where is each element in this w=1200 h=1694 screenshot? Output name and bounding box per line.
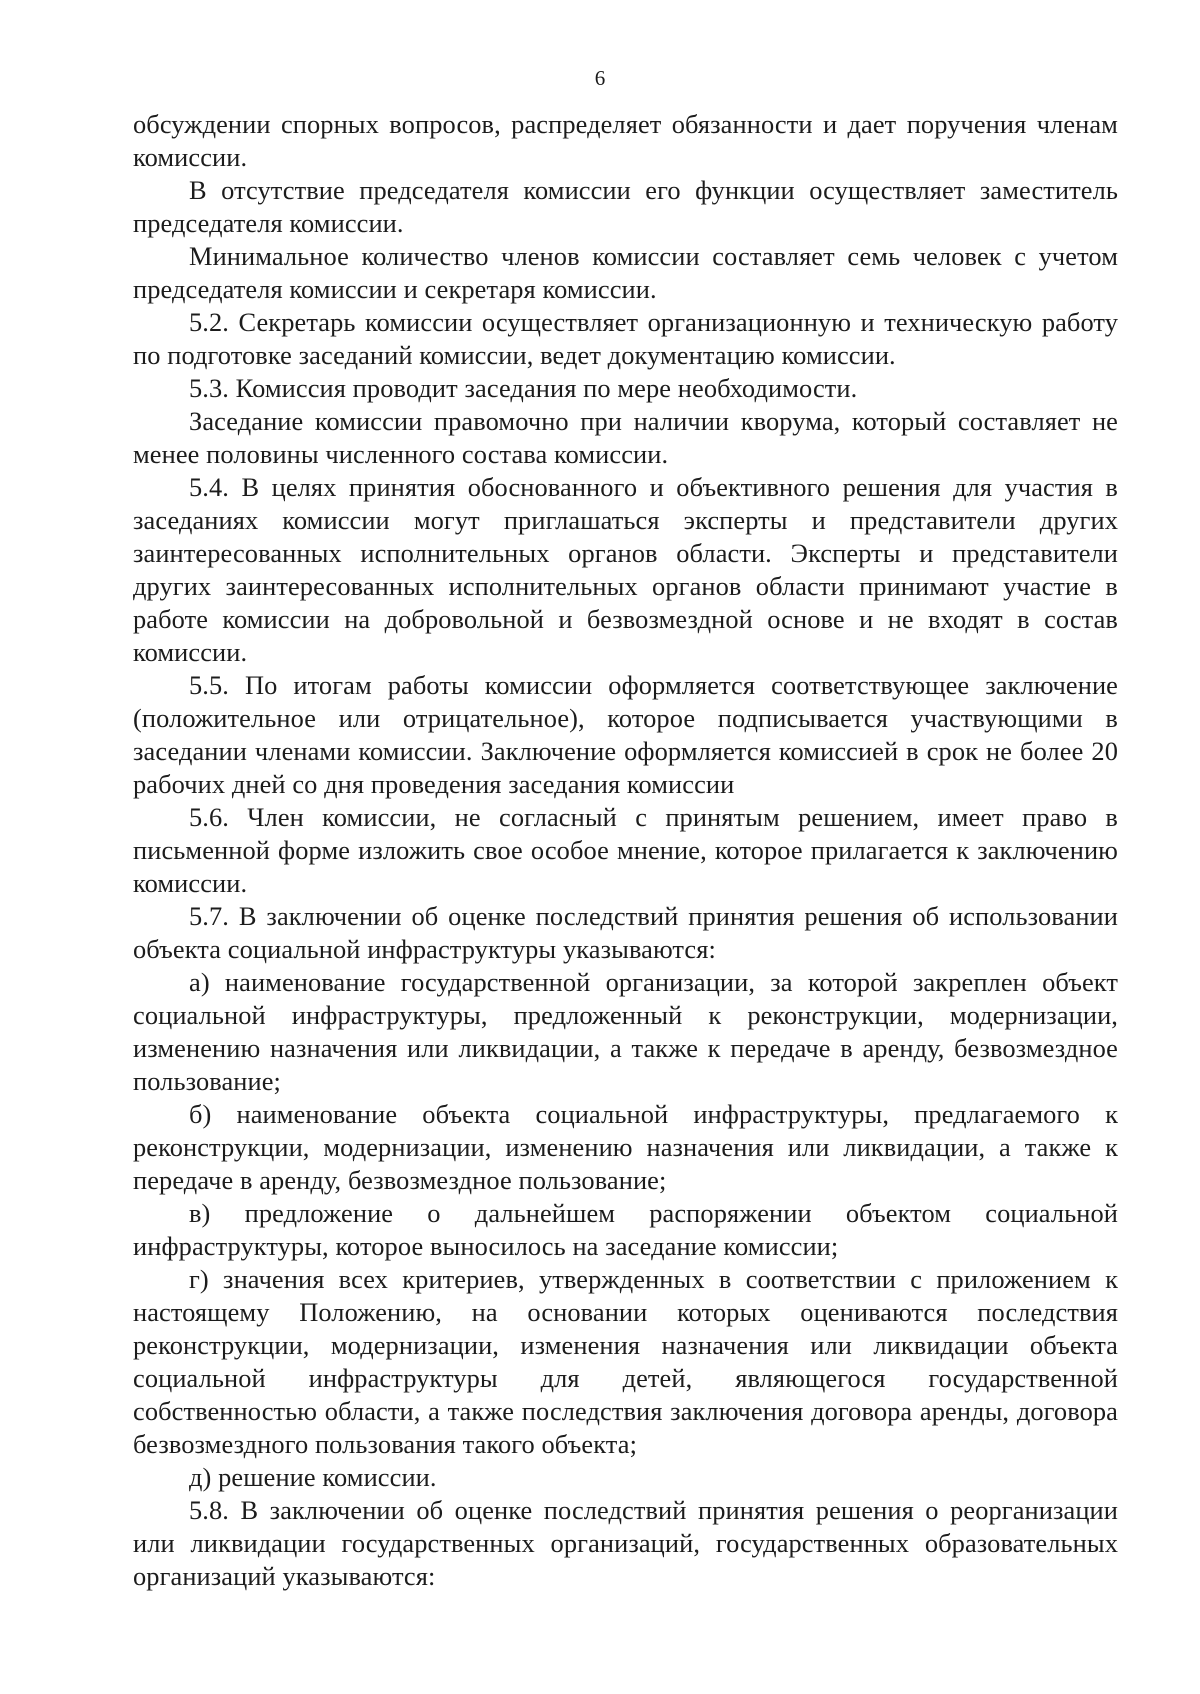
paragraph-5-5: 5.5. По итогам работы комиссии оформляется соответствующее заключение (положительное или отрицательное), которое подписывается участвующими в заседании членами комиссии. Заключение оформляется комиссией в срок не более 20 рабочих дней со дня проведения заседания комиссии: [133, 670, 1118, 799]
list-item-a: а) наименование государственной организации, за которой закреплен объект социальной инфраструктуры, предложенный к реконструкции, модернизации, изменению назначения или ликвидации, а также к передаче в аренду, безвозмездное пользование;: [133, 967, 1118, 1096]
list-item-g: г) значения всех критериев, утвержденных в соответствии с приложением к настоящему Положению, на основании которых оцениваются последствия реконструкции, модернизации, изменения назначения или ликвидации объекта социальной инфраструктуры для детей, являющегося государственной собственностью области, а также последствия заключения договора аренды, договора безвозмездного пользования такого объекта;: [133, 1264, 1118, 1459]
paragraph-quorum: Заседание комиссии правомочно при наличии кворума, который составляет не менее половины численного состава комиссии.: [133, 406, 1118, 469]
list-item-b: б) наименование объекта социальной инфраструктуры, предлагаемого к реконструкции, модернизации, изменению назначения или ликвидации, а также к передаче в аренду, безвозмездное пользование;: [133, 1099, 1118, 1195]
paragraph-5-3: 5.3. Комиссия проводит заседания по мере необходимости.: [189, 373, 858, 403]
list-item-v: в) предложение о дальнейшем распоряжении объектом социальной инфраструктуры, которое выносилось на заседание комиссии;: [133, 1198, 1118, 1261]
paragraph-minimum-members: Минимальное количество членов комиссии составляет семь человек с учетом председателя комиссии и секретаря комиссии.: [133, 241, 1118, 304]
paragraph-5-4: 5.4. В целях принятия обоснованного и объективного решения для участия в заседаниях комиссии могут приглашаться эксперты и представители других заинтересованных исполнительных органов области. Эксперты и представители других заинтересованных исполнительных органов области принимают участие в работе комиссии на добровольной и безвозмездной основе и не входят в состав комиссии.: [133, 472, 1118, 667]
paragraph-deputy-chair: В отсутствие председателя комиссии его функции осуществляет заместитель председателя комиссии.: [133, 175, 1118, 238]
paragraph-5-8: 5.8. В заключении об оценке последствий принятия решения о реорганизации или ликвидации государственных организаций, государственных образовательных организаций указываются:: [133, 1495, 1118, 1591]
paragraph-5-7: 5.7. В заключении об оценке последствий принятия решения об использовании объекта социальной инфраструктуры указываются:: [133, 901, 1118, 964]
paragraph-5-2: 5.2. Секретарь комиссии осуществляет организационную и техническую работу по подготовке заседаний комиссии, ведет документацию комиссии.: [133, 307, 1118, 370]
page-number: 6: [594, 66, 606, 90]
paragraph-5-6: 5.6. Член комиссии, не согласный с принятым решением, имеет право в письменной форме изложить свое особое мнение, которое прилагается к заключению комиссии.: [133, 802, 1118, 898]
list-item-d: д) решение комиссии.: [189, 1462, 437, 1492]
paragraph-continuation: обсуждении спорных вопросов, распределяет обязанности и дает поручения членам комиссии.: [133, 109, 1118, 172]
document-body: [133, 108, 1118, 1593]
